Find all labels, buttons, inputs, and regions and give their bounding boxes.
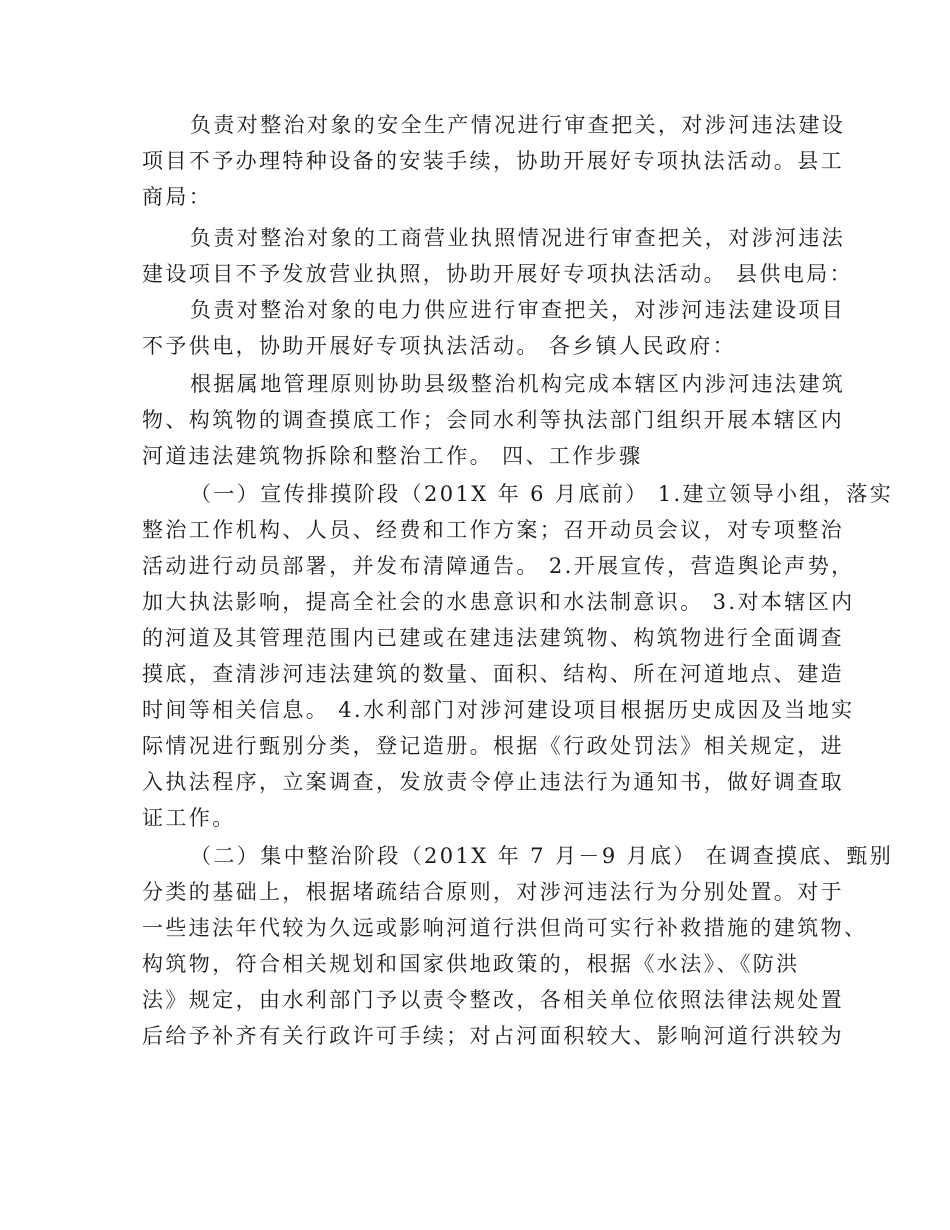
text-line: （二）集中整治阶段（201X 年 7 月－9 月底） 在调查摸底、甄别	[190, 844, 894, 868]
text-line: 时间等相关信息。 4.水利部门对涉河建设项目根据历史成因及当地实	[142, 698, 855, 722]
text-line: 入执法程序，立案调查，发放责令停止违法行为通知书，做好调查取	[142, 770, 844, 794]
text-line: 项目不予办理特种设备的安装手续，协助开展好专项执法活动。县工	[142, 149, 844, 173]
text-line: 际情况进行甄别分类，登记造册。根据《行政处罚法》相关规定，进	[142, 734, 844, 758]
text-line: 不予供电，协助开展好专项执法活动。 各乡镇人民政府：	[142, 334, 737, 358]
text-line: 负责对整治对象的电力供应进行审查把关，对涉河违法建设项目	[190, 298, 846, 322]
text-line: 根据属地管理原则协助县级整治机构完成本辖区内涉河违法建筑	[190, 372, 846, 396]
text-line: 建设项目不予发放营业执照，协助开展好专项执法活动。 县供电局：	[142, 262, 854, 286]
text-line: 法》规定，由水利部门予以责令整改，各相关单位依照法律法规处置	[142, 988, 844, 1012]
text-line: 证工作。	[142, 806, 236, 830]
text-line: 加大执法影响，提高全社会的水患意识和水法制意识。 3.对本辖区内	[142, 590, 855, 614]
text-line: （一）宣传排摸阶段（201X 年 6 月底前） 1.建立领导小组，落实	[190, 482, 894, 506]
text-line: 商局：	[142, 185, 213, 209]
text-line: 负责对整治对象的工商营业执照情况进行审查把关，对涉河违法	[190, 226, 846, 250]
text-line: 摸底，查清涉河违法建筑的数量、面积、结构、所在河道地点、建造	[142, 662, 844, 686]
text-line: 整治工作机构、人员、经费和工作方案；召开动员会议，对专项整治	[142, 518, 844, 542]
text-line: 后给予补齐有关行政许可手续；对占河面积较大、影响河道行洪较为	[142, 1024, 844, 1048]
text-line: 构筑物，符合相关规划和国家供地政策的，根据《水法》、《防洪	[142, 952, 800, 976]
text-line: 河道违法建筑物拆除和整治工作。 四、工作步骤	[142, 444, 643, 468]
text-line: 分类的基础上，根据堵疏结合原则，对涉河违法行为分别处置。对于	[142, 880, 844, 904]
text-line: 一些违法年代较为久远或影响河道行洪但尚可实行补救措施的建筑物、	[142, 916, 868, 940]
text-line: 负责对整治对象的安全生产情况进行审查把关，对涉河违法建设	[190, 113, 846, 137]
text-line: 物、构筑物的调查摸底工作；会同水利等执法部门组织开展本辖区内	[142, 408, 844, 432]
text-line: 的河道及其管理范围内已建或在建违法建筑物、构筑物进行全面调查	[142, 626, 844, 650]
text-line: 活动进行动员部署，并发布清障通告。 2.开展宣传，营造舆论声势，	[142, 554, 855, 578]
